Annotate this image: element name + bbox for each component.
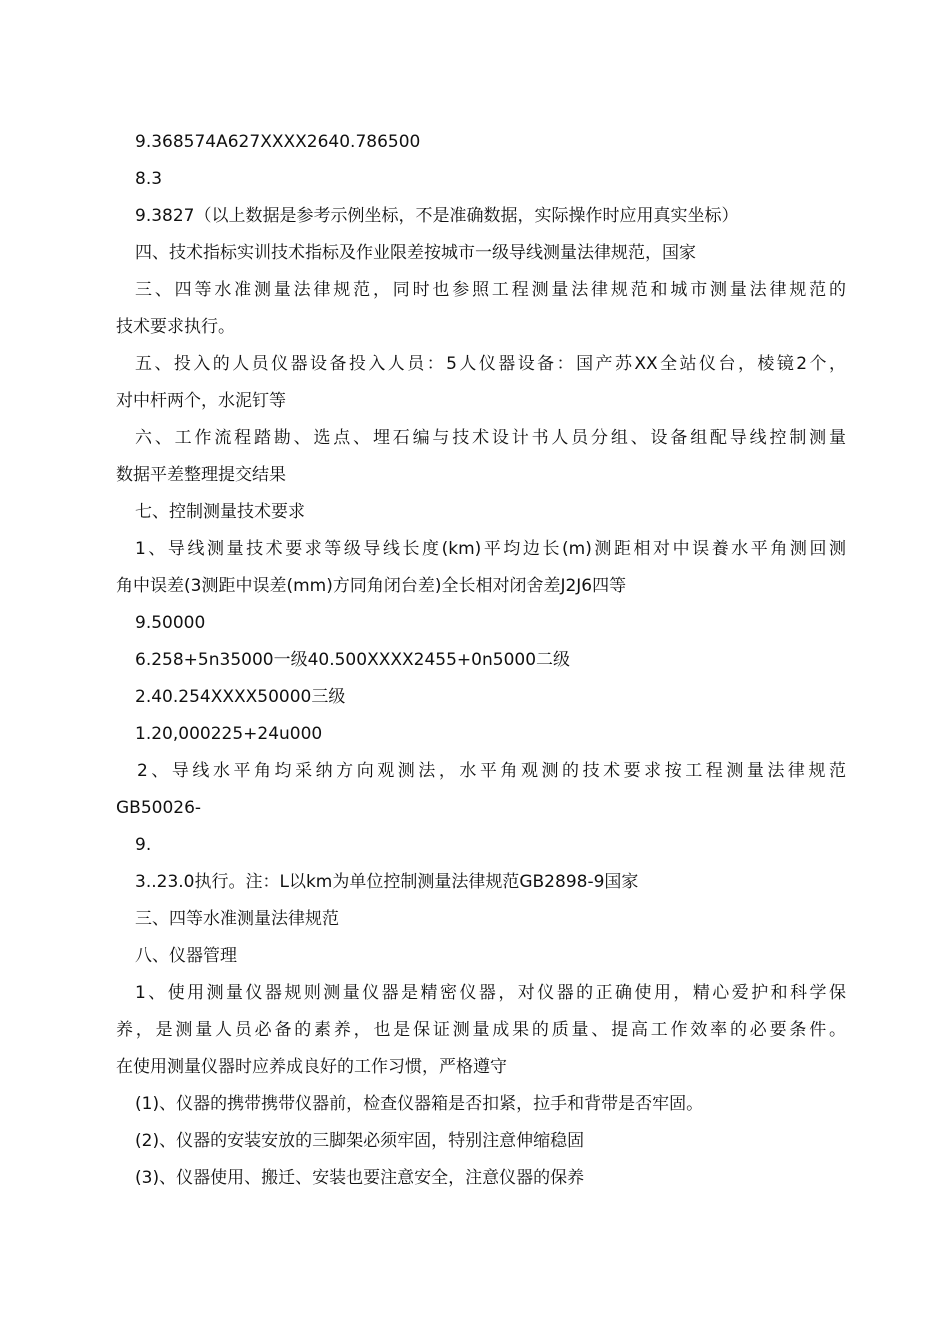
text-line-15: 6.258+5n35000一级40.500XXXX2455+0n5000二级 [135,650,571,670]
text-line-2: 8.3 [135,169,163,189]
text-line-1: 9.368574A627XXXX2640.786500 [135,132,421,152]
text-line-25: 养，是测量人员必备的素养，也是保证测量成果的质量、提高工作效率的必要条件。 [116,1020,846,1040]
text-line-28: (2)、仪器的安装安放的三脚架必须牢固，特别注意伸缩稳固 [135,1131,585,1151]
text-line-26: 在使用测量仪器时应养成良好的工作习惯，严格遵守 [116,1057,507,1077]
text-line-21: 3..23.0执行。注：L以km为单位控制测量法律规范GB2898-9国家 [135,872,639,892]
text-line-14: 9.50000 [135,613,206,633]
text-line-10: 数据平差整理提交结果 [116,465,286,485]
section-heading-7: 七、控制测量技术要求 [135,502,305,522]
text-line-16: 2.40.254XXXX50000三级 [135,687,346,707]
section-heading-8: 八、仪器管理 [135,946,237,966]
text-line-19: GB50026- [116,798,202,818]
text-line-12: 1、导线测量技术要求等级导线长度(km)平均边长(m)测距相对中误養水平角测回测 [135,539,846,559]
text-line-17: 1.20,000225+24u000 [135,724,323,744]
text-line-9: 六、工作流程踏勘、选点、埋石编与技术设计书人员分组、设备组配导线控制测量 [135,428,846,448]
text-line-18: 2、导线水平角均采纳方向观测法，水平角观测的技术要求按工程测量法律规范 [137,761,846,781]
text-line-8: 对中杆两个，水泥钉等 [116,391,286,411]
text-line-29: (3)、仪器使用、搬迁、安装也要注意安全，注意仪器的保养 [135,1168,585,1188]
document-body [116,124,846,1197]
text-line-3: 9.3827（以上数据是参考示例坐标，不是准确数据，实际操作时应用真实坐标） [135,206,739,226]
text-line-7: 五、投入的人员仪器设备投入人员：5人仪器设备：国产苏XX全站仪台，棱镜2个， [135,354,846,374]
text-line-22: 三、四等水准测量法律规范 [135,909,339,929]
text-line-13: 角中误差(3测距中误差(mm)方同角闭台差)全长相对闭舍差J2J6四等 [116,576,627,596]
text-line-6: 技术要求执行。 [116,317,235,337]
text-line-24: 1、使用测量仪器规则测量仪器是精密仪器，对仪器的正确使用，精心爱护和科学保 [135,983,846,1003]
text-line-27: (1)、仪器的携带携带仪器前，检查仪器箱是否扣紧，拉手和背带是否牢固。 [135,1094,704,1114]
text-line-4: 四、技术指标实训技术指标及作业限差按城市一级导线测量法律规范，国家 [135,243,696,263]
text-line-5: 三、四等水准测量法律规范，同时也参照工程测量法律规范和城市测量法律规范的 [135,280,846,300]
text-line-20: 9. [135,835,152,855]
